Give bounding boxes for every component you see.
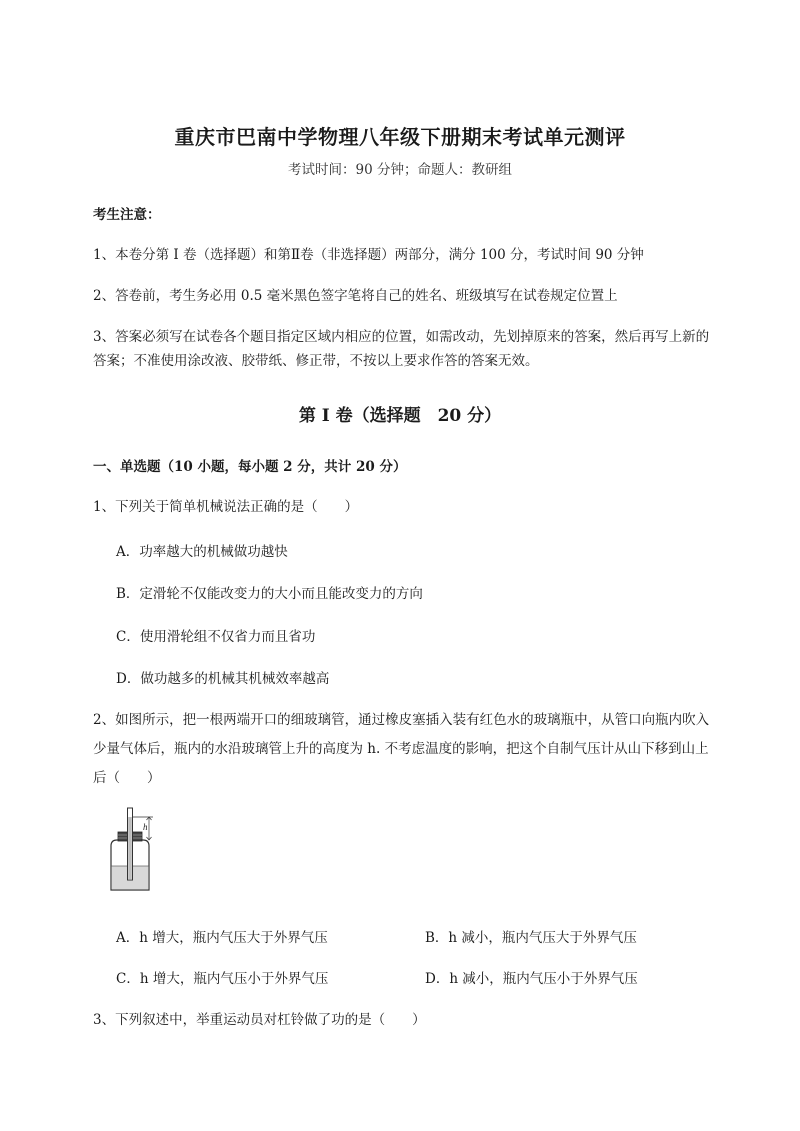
exam-info: 考试时间：90 分钟；命题人：教研组 [288,162,512,178]
question-1-option-c[interactable]: C．使用滑轮组不仅省力而且省功 [116,629,316,645]
part-heading: 一、单选题（10 小题，每小题 2 分，共计 20 分） [93,459,407,475]
question-2-option-b[interactable]: B．h 减小，瓶内气压大于外界气压 [425,930,637,946]
notice-item-2: 2、答卷前，考生务必用 0.5 毫米黑色签字笔将自己的姓名、班级填写在试卷规定位置上 [93,288,618,304]
notice-heading: 考生注意： [93,207,161,223]
question-1-option-d[interactable]: D．做功越多的机械其机械效率越高 [116,671,330,687]
question-3-stem: 3、下列叙述中，举重运动员对杠铃做了功的是（ ） [93,1012,426,1028]
height-label: h [143,822,148,832]
question-1-stem: 1、下列关于简单机械说法正确的是（ ） [93,499,359,515]
question-2-option-d[interactable]: D．h 减小，瓶内气压小于外界气压 [425,971,638,987]
question-1-option-b[interactable]: B．定滑轮不仅能改变力的大小而且能改变力的方向 [116,586,423,602]
page-title: 重庆市巴南中学物理八年级下册期末考试单元测评 [174,125,626,149]
question-2-stem: 2、如图所示，把一根两端开口的细玻璃管，通过橡皮塞插入装有红色水的玻璃瓶中，从管口向瓶内吹入少量气体后，瓶内的水沿玻璃管上升的高度为 h. 不考虑温度的影响，把这个自制气压计从山下移到山上后（ ） [93,712,710,786]
barometer-figure [103,806,163,896]
question-2-option-c[interactable]: C．h 增大，瓶内气压小于外界气压 [116,971,329,987]
question-2-option-a[interactable]: A．h 增大，瓶内气压大于外界气压 [116,930,328,946]
question-1-option-a[interactable]: A．功率越大的机械做功越快 [116,544,288,560]
section-title: 第 I 卷（选择题 20 分） [298,406,502,426]
notice-item-1: 1、本卷分第 I 卷（选择题）和第Ⅱ卷（非选择题）两部分，满分 100 分，考试时间 90 分钟 [93,247,644,263]
notice-item-3: 3、答案必须写在试卷各个题目指定区域内相应的位置，如需改动，先划掉原来的答案，然后再写上新的答案；不准使用涂改液、胶带纸、修正带，不按以上要求作答的答案无效。 [93,329,710,369]
